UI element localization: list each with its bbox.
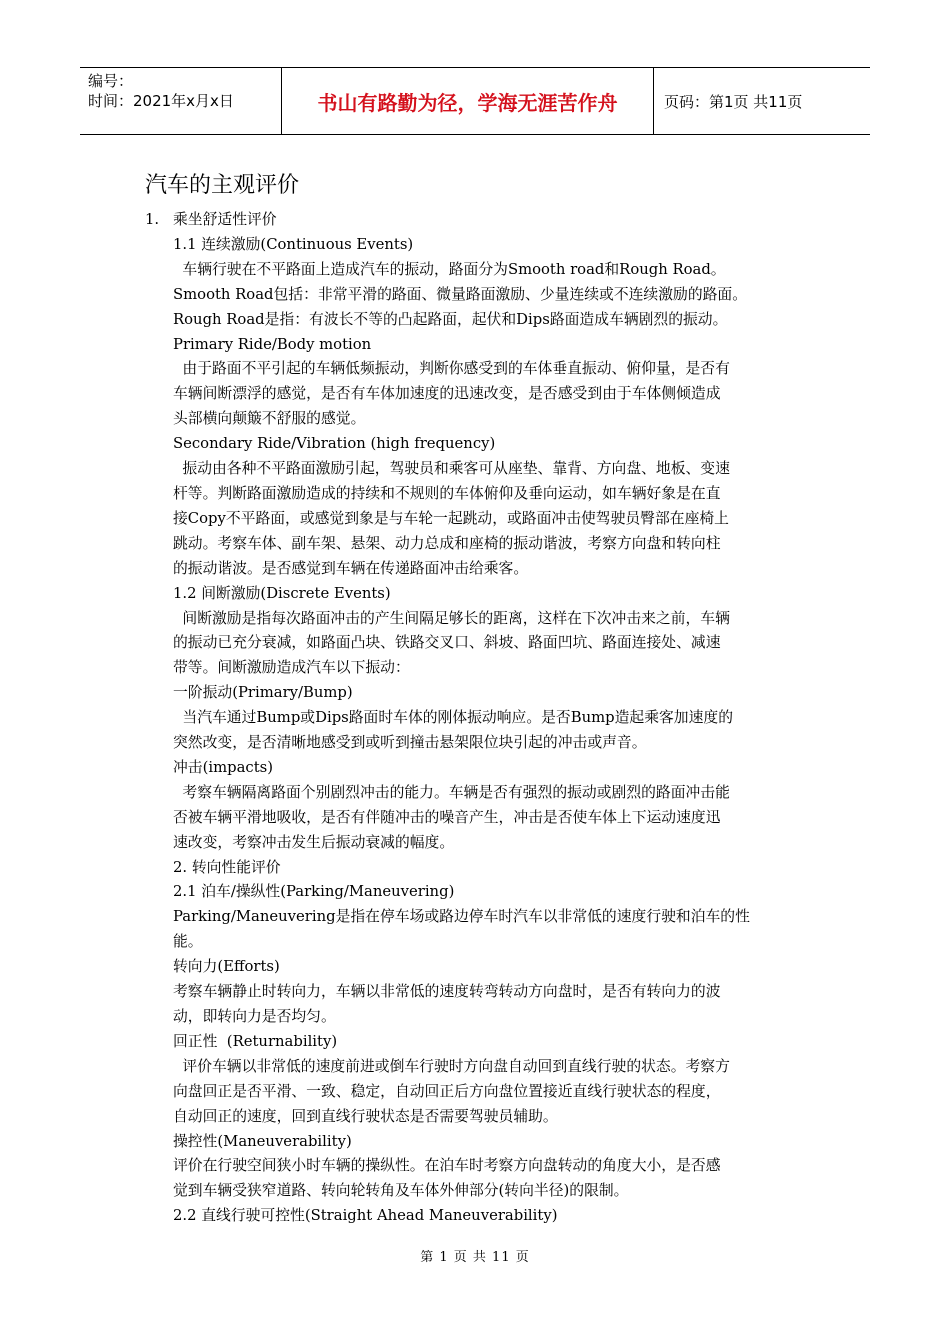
body-line: Primary Ride/Body motion (173, 335, 372, 353)
body-line: 觉到车辆受狭窄道路、转向轮转角及车体外伸部分(转向半径)的限制。 (173, 1182, 629, 1200)
body-line: Secondary Ride/Vibration (high frequency) (173, 435, 496, 453)
body-line: 考察车辆静止时转向力，车辆以非常低的速度转弯转动方向盘时，是否有转向力的波 (173, 983, 721, 1001)
body-line: 突然改变，是否清晰地感受到或听到撞击悬架限位块引起的冲击或声音。 (173, 734, 647, 752)
body-line: 跳动。考察车体、副车架、悬架、动力总成和座椅的振动谐波，考察方向盘和转向柱 (173, 534, 721, 552)
body-line: Smooth Road包括：非常平滑的路面、微量路面激励、少量连续或不连续激励的路面。 (173, 285, 748, 303)
body-line: 杆等。判断路面激励造成的持续和不规则的车体俯仰及垂向运动，如车辆好象是在直 (173, 484, 721, 502)
header-number-label: 编号： (88, 72, 134, 90)
body-line: 2.1 泊车/操纵性(Parking/Maneuvering) (173, 883, 455, 901)
body-line: 评价在行驶空间狭小时车辆的操纵性。在泊车时考察方向盘转动的角度大小，是否感 (173, 1157, 721, 1175)
body-line: 考察车辆隔离路面个别剧烈冲击的能力。车辆是否有强烈的振动或剧烈的路面冲击能 (173, 783, 730, 801)
body-line: 否被车辆平滑地吸收，是否有伴随冲击的噪音产生，冲击是否使车体上下运动速度迅 (173, 808, 721, 826)
section-label: 乘坐舒适性评价 (173, 211, 277, 228)
body-line: 接Copy不平路面，或感觉到象是与车轮一起跳动，或路面冲击使驾驶员臀部在座椅上 (173, 509, 729, 527)
body-line: 向盘回正是否平滑、一致、稳定，自动回正后方向盘位置接近直线行驶状态的程度， (173, 1082, 721, 1100)
body-line: 操控性(Maneuverability) (173, 1132, 352, 1150)
body-line: 带等。间断激励造成汽车以下振动： (173, 659, 410, 677)
body-line: 转向力(Efforts) (173, 958, 280, 976)
header-date-label: 时间：2021年x月x日 (88, 92, 234, 110)
body-line: 的振动已充分衰减，如路面凸块、铁路交叉口、斜坡、路面凹坑、路面连接处、减速 (173, 634, 721, 652)
body-line: 车辆行驶在不平路面上造成汽车的振动，路面分为Smooth road和Rough Road。 (173, 260, 726, 278)
body-line: 的振动谐波。是否感觉到车辆在传递路面冲击给乘客。 (173, 559, 529, 577)
document-body (145, 208, 815, 1229)
body-line: 速改变，考察冲击发生后振动衰减的幅度。 (173, 833, 455, 851)
body-line: 间断激励是指每次路面冲击的产生间隔足够长的距离，这样在下次冲击来之前，车辆 (173, 609, 730, 627)
body-line: 车辆间断漂浮的感觉，是否有车体加速度的迅速改变，是否感受到由于车体侧倾造成 (173, 385, 721, 403)
body-line: 1.1 连续激励(Continuous Events) (173, 235, 414, 253)
body-line: 动，即转向力是否均匀。 (173, 1008, 336, 1025)
section-number: 1. (145, 211, 160, 228)
body-line: 头部横向颠簸不舒服的感觉。 (173, 410, 366, 428)
body-line: 回正性 (Returnability) (173, 1032, 338, 1050)
body-line: 2.2 直线行驶可控性(Straight Ahead Maneuverability) (173, 1207, 558, 1225)
body-line: 自动回正的速度，回到直线行驶状态是否需要驾驶员辅助。 (173, 1107, 558, 1125)
body-line: 评价车辆以非常低的速度前进或倒车行驶时方向盘自动回到直线行驶的状态。考察方 (173, 1057, 730, 1075)
body-line: 1.2 间断激励(Discrete Events) (173, 584, 391, 602)
body-line: Parking/Maneuvering是指在停车场或路边停车时汽车以非常低的速度行驶和泊车的性 (173, 908, 750, 926)
page-footer: 第 1 页 共 11 页 (420, 1250, 530, 1265)
header-page-label: 页码：第1页 共11页 (664, 92, 803, 111)
body-line: 振动由各种不平路面激励引起，驾驶员和乘客可从座垫、靠背、方向盘、地板、变速 (173, 460, 730, 478)
section-heading-1 (145, 208, 815, 233)
body-lines (145, 233, 815, 1229)
body-line: Rough Road是指：有波长不等的凸起路面，起伏和Dips路面造成车辆剧烈的振动。 (173, 310, 728, 328)
document-title: 汽车的主观评价 (145, 173, 300, 198)
header-meta (80, 68, 282, 134)
header-motto: 书山有路勤为径，学海无涯苦作舟 (282, 68, 654, 134)
body-line: 由于路面不平引起的车辆低频振动，判断你感受到的车体垂直振动、俯仰量，是否有 (173, 360, 730, 378)
body-line: 能。 (173, 933, 203, 951)
body-line: 冲击(impacts) (173, 758, 274, 776)
body-line: 一阶振动(Primary/Bump) (173, 684, 353, 702)
body-line: 2. 转向性能评价 (173, 858, 281, 876)
page-header (80, 67, 870, 135)
body-line: 当汽车通过Bump或Dips路面时车体的刚体振动响应。是否Bump造起乘客加速度的 (173, 709, 733, 727)
